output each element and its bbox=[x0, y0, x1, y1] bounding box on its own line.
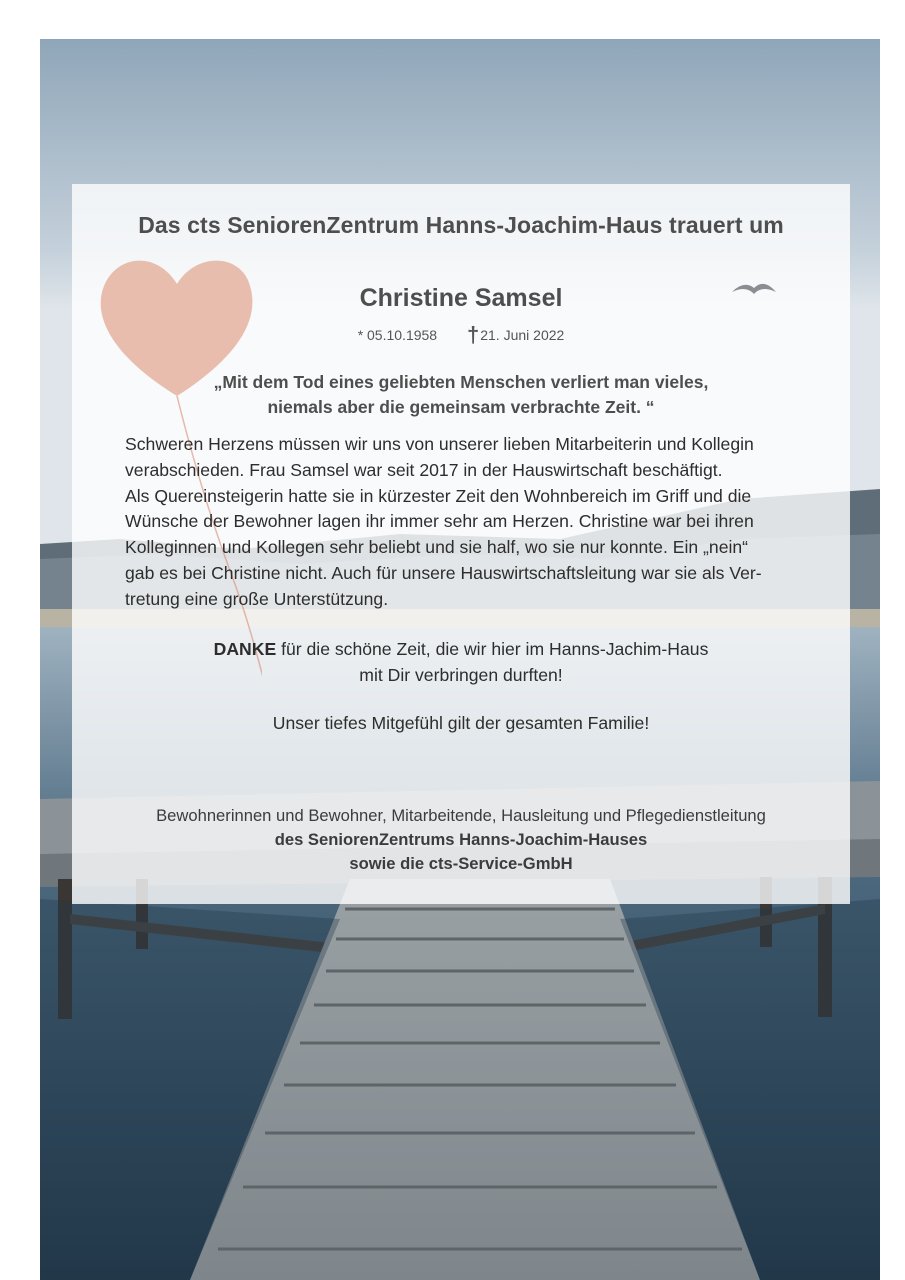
body-line: tretung eine große Unterstützung. bbox=[125, 588, 389, 609]
body-line: Als Quereinsteigerin hatte sie in kürzester Zeit den Wohnbereich im Griff und die bbox=[125, 485, 752, 506]
thanks-line: mit Dir verbringen durften! bbox=[359, 665, 563, 685]
obituary-text bbox=[125, 432, 825, 613]
notice-heading: Das cts SeniorenZentrum Hanns-Joachim-Haus trauert um bbox=[138, 212, 784, 238]
thanks-emphasis: DANKE bbox=[213, 639, 277, 659]
thanks-rest: für die schöne Zeit, die wir hier im Hanns-Jachim-Haus bbox=[276, 639, 709, 659]
cross-icon: † bbox=[466, 322, 480, 347]
body-line: gab es bei Christine nicht. Auch für unsere Hauswirtschaftsleitung war sie als Ver- bbox=[125, 562, 762, 583]
deceased-name: Christine Samsel bbox=[359, 284, 563, 312]
quote-line: niemals aber die gemeinsam verbrachte Zeit. “ bbox=[267, 397, 655, 417]
body-line: Schweren Herzens müssen wir uns von unserer lieben Mitarbeiterin und Kollegin bbox=[125, 434, 754, 454]
body-line: verabschieden. Frau Samsel war seit 2017 in der Hauswirtschaft beschäftigt. bbox=[125, 459, 723, 480]
body-line: Wünsche der Bewohner lagen ihr immer sehr am Herzen. Christine war bei ihren bbox=[125, 511, 754, 532]
signature-block bbox=[72, 804, 850, 876]
signature-line: Bewohnerinnen und Bewohner, Mitarbeitende, Hausleitung und Pflegedienstleitung bbox=[156, 806, 766, 825]
death-date: 21. Juni 2022 bbox=[480, 327, 565, 343]
thanks-line bbox=[72, 636, 850, 662]
memorial-quote bbox=[72, 370, 850, 420]
thanks-text bbox=[72, 636, 850, 688]
condolence-text: Unser tiefes Mitgefühl gilt der gesamten Familie! bbox=[272, 713, 650, 733]
obituary-panel bbox=[72, 184, 850, 904]
birth-date: * 05.10.1958 bbox=[357, 327, 438, 343]
body-line: Kolleginnen und Kollegen sehr beliebt und sie half, wo sie nur konnte. Ein „nein“ bbox=[125, 537, 749, 558]
signature-line: sowie die cts-Service-GmbH bbox=[349, 854, 573, 873]
life-dates bbox=[72, 322, 850, 348]
signature-line: des SeniorenZentrums Hanns-Joachim-Hauses bbox=[274, 830, 648, 849]
quote-line: „Mit dem Tod eines geliebten Menschen verliert man vieles, bbox=[213, 372, 709, 392]
